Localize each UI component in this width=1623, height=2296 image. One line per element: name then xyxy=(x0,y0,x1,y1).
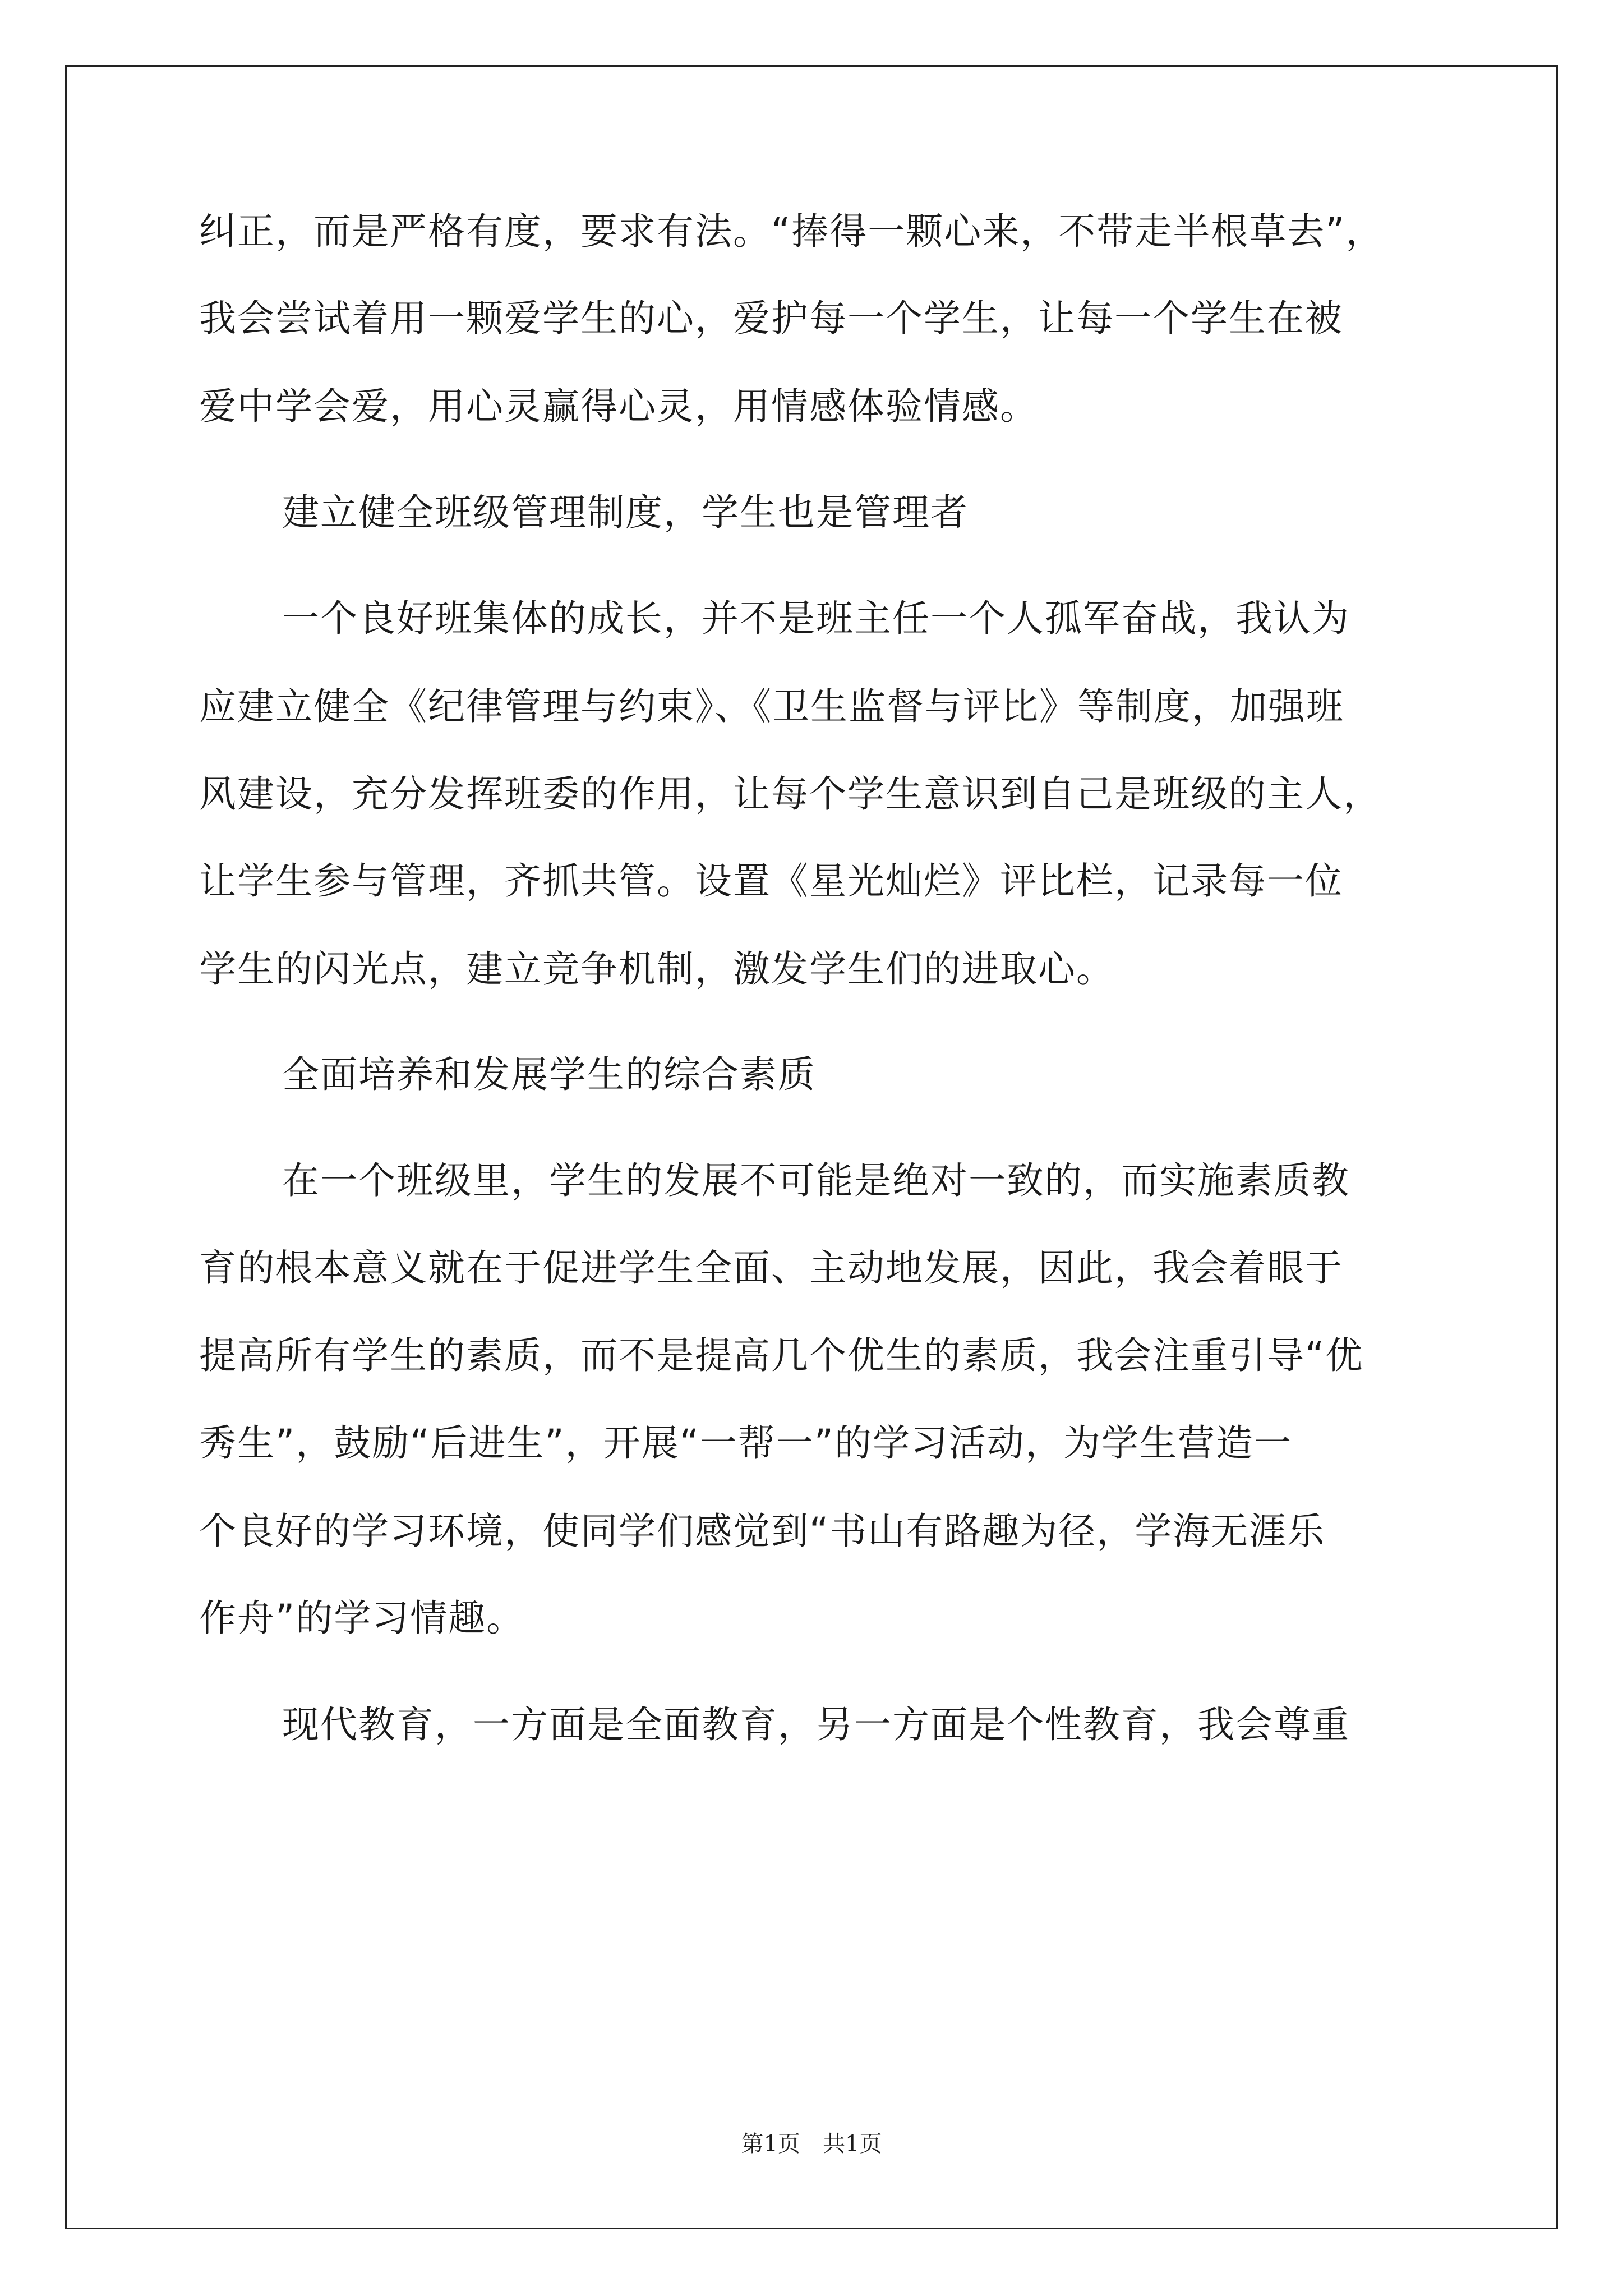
text-line: 我会尝试着用一颗爱学生的心，爱护每一个学生，让每一个学生在被 xyxy=(199,297,1343,340)
section-heading: 全面培养和发展学生的综合素质 xyxy=(282,1053,816,1096)
text-line: 在一个班级里，学生的发展不可能是绝对一致的，而实施素质教 xyxy=(282,1159,1350,1202)
text-line: 风建设，充分发挥班委的作用，让每个学生意识到自己是班级的主人， xyxy=(199,772,1381,816)
page-number: 第1页 xyxy=(741,2131,800,2157)
text-line: 纠正，而是严格有度，要求有法。“捧得一颗心来，不带走半根草去”， xyxy=(199,210,1384,253)
text-line: 育的根本意义就在于促进学生全面、主动地发展，因此，我会着眼于 xyxy=(199,1246,1343,1290)
page-total: 共1页 xyxy=(823,2131,882,2157)
text-line: 作舟”的学习情趣。 xyxy=(199,1596,525,1640)
section-heading: 建立健全班级管理制度，学生也是管理者 xyxy=(282,491,969,534)
text-line: 爱中学会爱，用心灵赢得心灵，用情感体验情感。 xyxy=(199,385,1038,428)
text-line: 秀生”，鼓励“后进生”，开展“一帮一”的学习活动，为学生营造一 xyxy=(199,1421,1292,1465)
text-line: 个良好的学习环境，使同学们感觉到“书山有路趣为径，学海无涯乐 xyxy=(199,1510,1326,1553)
text-line: 一个良好班集体的成长，并不是班主任一个人孤军奋战，我认为 xyxy=(282,597,1350,640)
text-line: 现代教育，一方面是全面教育，另一方面是个性教育，我会尊重 xyxy=(282,1703,1350,1746)
text-line: 让学生参与管理，齐抓共管。设置《星光灿烂》评比栏，记录每一位 xyxy=(199,859,1343,903)
text-line: 学生的闪光点，建立竞争机制，激发学生们的进取心。 xyxy=(199,947,1114,991)
page-footer xyxy=(0,2127,1623,2161)
text-line: 提高所有学生的素质，而不是提高几个优生的素质，我会注重引导“优 xyxy=(199,1334,1364,1377)
text-line: 应建立健全《纪律管理与约束》、《卫生监督与评比》等制度，加强班 xyxy=(199,685,1344,728)
